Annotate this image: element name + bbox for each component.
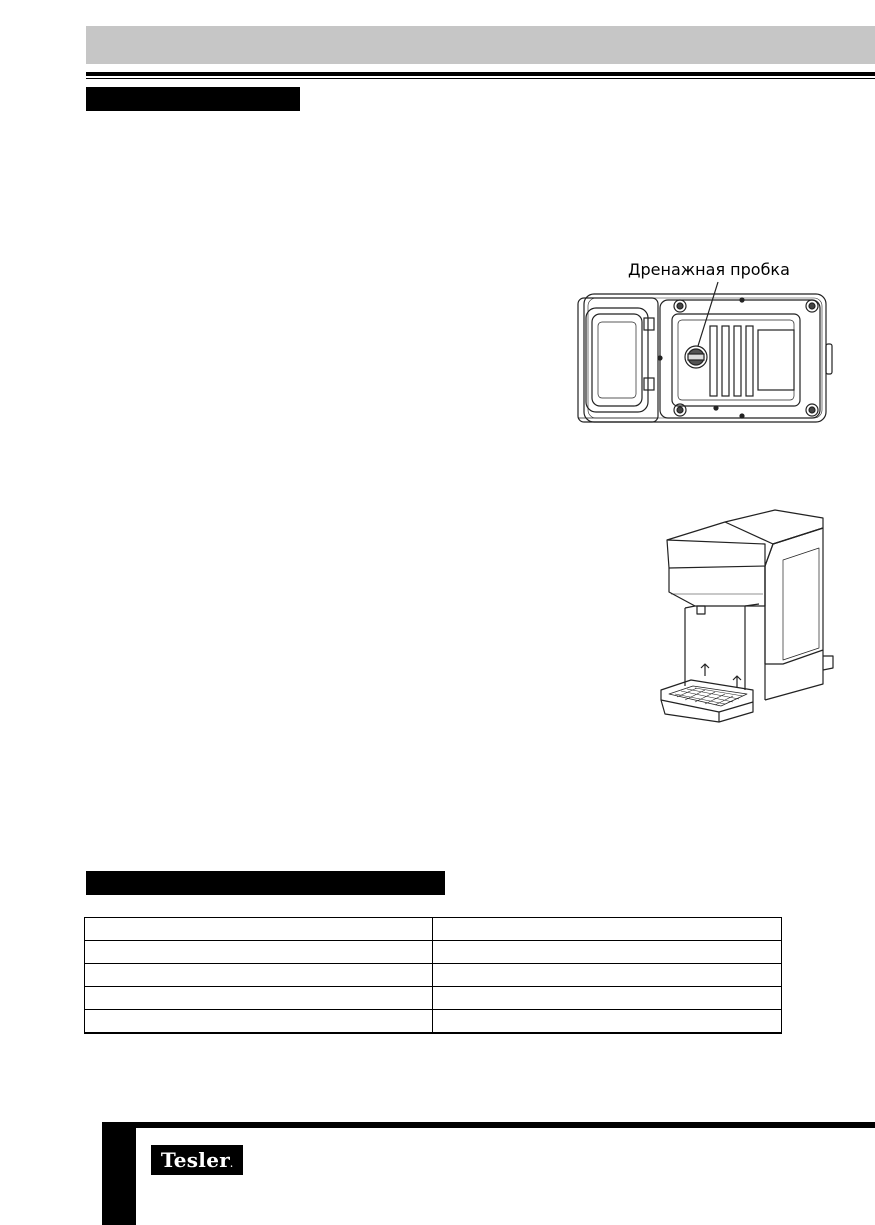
footer-side-tab xyxy=(102,1122,136,1225)
page-header-band xyxy=(86,26,875,64)
header-rule xyxy=(86,72,875,76)
table-cell-label xyxy=(85,987,433,1010)
table-cell-label xyxy=(85,941,433,964)
table-cell-label xyxy=(85,918,433,941)
table-row xyxy=(85,941,782,964)
table-row xyxy=(85,987,782,1010)
table-cell-value xyxy=(433,941,782,964)
header-rule-thin xyxy=(86,78,875,79)
table-row xyxy=(85,1010,782,1033)
tesler-logo xyxy=(151,1145,243,1175)
table-cell-label xyxy=(85,1010,433,1033)
table-row xyxy=(85,964,782,987)
table-row xyxy=(85,918,782,941)
table-cell-label xyxy=(85,964,433,987)
table-cell-value xyxy=(433,918,782,941)
appliance-bottom-view-drawing xyxy=(572,258,838,430)
drain-plug-caption: Дренажная пробка xyxy=(628,260,790,279)
specifications-table xyxy=(84,917,782,1034)
logo-mark: . xyxy=(230,1159,234,1169)
section-heading-cleaning xyxy=(86,87,300,111)
section-heading-specifications xyxy=(86,871,445,895)
footer-rule xyxy=(102,1122,875,1128)
water-dispenser-line-drawing xyxy=(655,500,840,735)
table-cell-value xyxy=(433,1010,782,1033)
table-cell-value xyxy=(433,964,782,987)
logo-text: Tesler xyxy=(160,1148,231,1172)
table-cell-value xyxy=(433,987,782,1010)
